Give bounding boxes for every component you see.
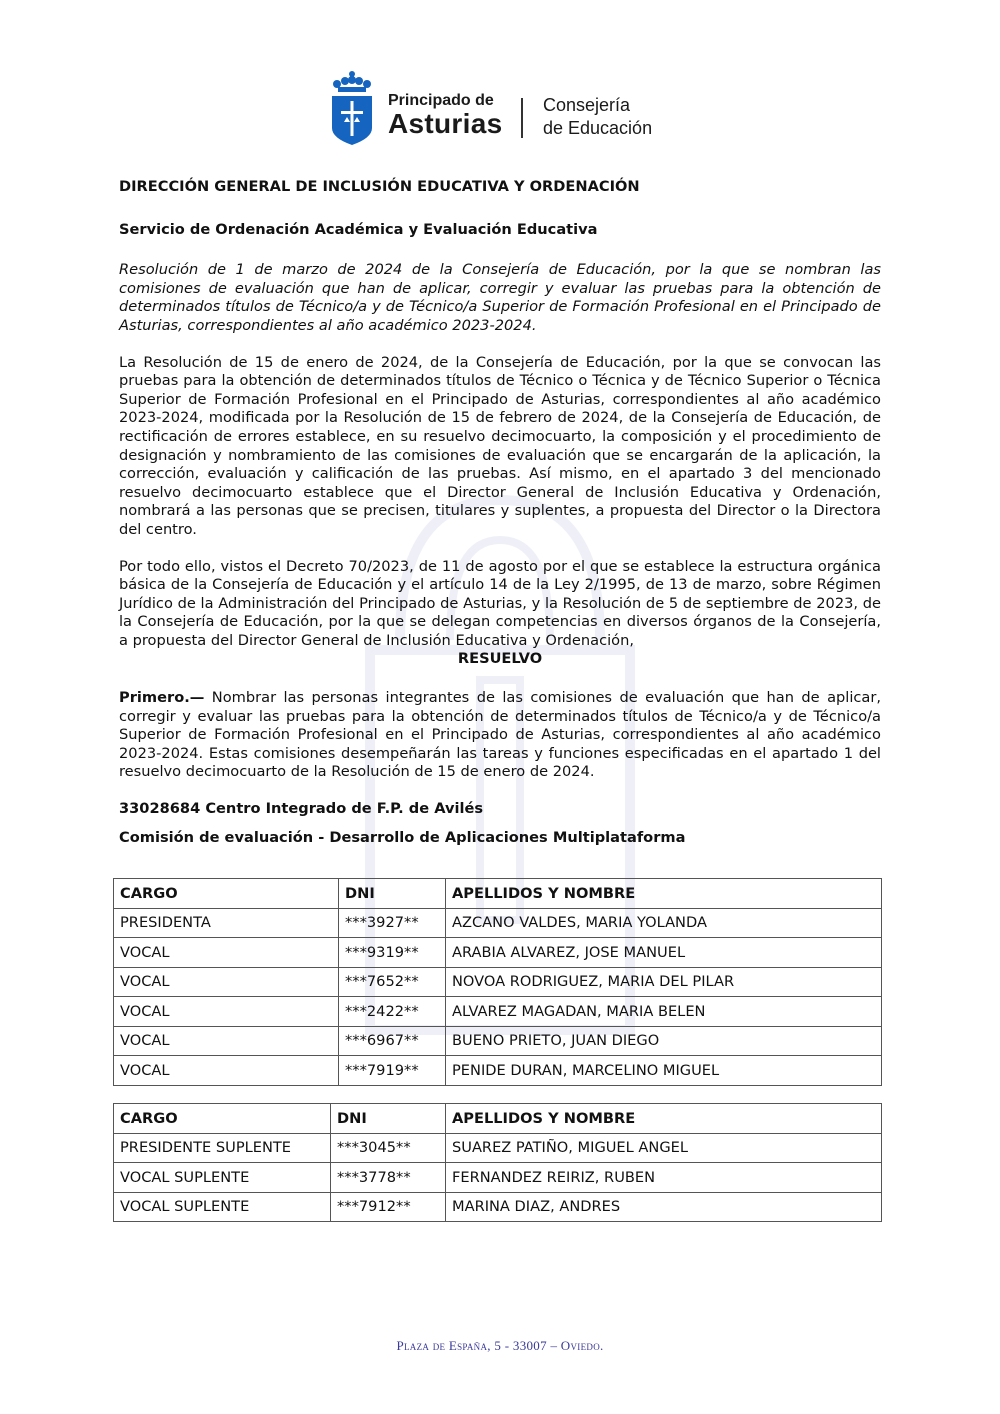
header-nombre: APELLIDOS Y NOMBRE [446, 879, 882, 909]
cell-dni: ***3778** [331, 1163, 446, 1193]
table-row [114, 997, 882, 1027]
dept-line2: de Educación [543, 118, 653, 138]
cell-nombre: SUAREZ PATIÑO, MIGUEL ANGEL [446, 1133, 882, 1163]
cell-cargo: VOCAL [114, 1056, 339, 1086]
cell-dni: ***3045** [331, 1133, 446, 1163]
heading-servicio: Servicio de Ordenación Académica y Evaluación Educativa [119, 220, 598, 238]
cell-dni: ***7912** [331, 1192, 446, 1222]
table-row [114, 967, 882, 997]
primero-text: Nombrar las personas integrantes de las comisiones de evaluación que han de aplicar, corregir y evaluar las pruebas para la obtención de determinados títulos de Técnico/a y de Técnico/a Superior de Formación Profesional en el Principado de Asturias, correspondientes al año académico 2023-2024. Estas comisiones desempeñarán las tareas y funciones especificadas en el apartado 1 del resuelvo decimocuarto de la Resolución de 15 de enero de 2024. [119, 689, 881, 781]
dept-line1: Consejería [543, 95, 631, 115]
header-nombre: APELLIDOS Y NOMBRE [446, 1104, 882, 1134]
table-row [114, 908, 882, 938]
document-body [119, 178, 881, 847]
cell-cargo: VOCAL SUPLENTE [114, 1192, 331, 1222]
asturias-coat-of-arms-icon [330, 70, 374, 146]
cell-dni: ***9319** [339, 938, 446, 968]
table-row [114, 1026, 882, 1056]
paragraph-primero [119, 689, 881, 782]
header-dni: DNI [331, 1104, 446, 1134]
cell-cargo: PRESIDENTA [114, 908, 339, 938]
titulares-table [113, 878, 882, 1086]
header-dni: DNI [339, 879, 446, 909]
heading-direccion-general: DIRECCIÓN GENERAL DE INCLUSIÓN EDUCATIVA Y ORDENACIÓN [119, 178, 640, 195]
paragraph-background: La Resolución de 15 de enero de 2024, de la Consejería de Educación, por la que se convocan las pruebas para la obtención de determinados títulos de Técnico o Técnica y de Técnico Superior o Técnica Superior de Formación Profesional en el Principado de Asturias, correspondientes al año académico 2023-2024, modificada por la Resolución de 15 de febrero de 2024, de la Consejería de Educación, de rectificación de errores establece, en su resuelvo decimocuarto, la composición y el procedimiento de designación y nombramiento de las comisiones de evaluación que se encargarán de la aplicación, la corrección, evaluación y calificación de las pruebas. Así mismo, en el apartado 3 del mencionado resuelvo decimocuarto establece que el Director General de Inclusión Educativa y Ordenación, nombrará a las personas que se precisen, titulares y suplentes, a propuesta del Director o la Directora del centro. [119, 353, 881, 538]
header-logo [330, 70, 690, 150]
cell-nombre: AZCANO VALDES, MARIA YOLANDA [446, 908, 882, 938]
cell-cargo: VOCAL [114, 997, 339, 1027]
cell-cargo: PRESIDENTE SUPLENTE [114, 1133, 331, 1163]
primero-label: Primero.— [119, 689, 205, 707]
table-row [114, 938, 882, 968]
table-row [114, 1192, 882, 1222]
table-header-row [114, 1104, 882, 1134]
resuelvo-heading: RESUELVO [457, 650, 543, 668]
cell-nombre: ALVAREZ MAGADAN, MARIA BELEN [446, 997, 882, 1027]
paragraph-legal-basis: Por todo ello, vistos el Decreto 70/2023, de 11 de agosto por el que se establece la estructura orgánica básica de la Consejería de Educación y el artículo 14 de la Ley 2/1995, de 13 de marzo, sobre Régimen Jurídico de la Administración del Principado de Asturias, y la Resolución de 5 de septiembre de 2023, de la Consejería de Educación, por la que se delegan competencias en diversos órganos de la Consejería, a propuesta del Director General de Inclusión Educativa y Ordenación, [119, 557, 881, 649]
cell-nombre: FERNANDEZ REIRIZ, RUBEN [446, 1163, 882, 1193]
cell-nombre: BUENO PRIETO, JUAN DIEGO [446, 1026, 882, 1056]
table-row [114, 1056, 882, 1086]
cell-dni: ***7652** [339, 967, 446, 997]
cell-cargo: VOCAL [114, 1026, 339, 1056]
brand-line1: Principado de [388, 92, 494, 109]
cell-cargo: VOCAL [114, 938, 339, 968]
table-row [114, 1163, 882, 1193]
cell-nombre: PENIDE DURAN, MARCELINO MIGUEL [446, 1056, 882, 1086]
footer-address: Plaza de España, 5 - 33007 – Oviedo. [396, 1338, 604, 1353]
comision-heading: Comisión de evaluación - Desarrollo de Aplicaciones Multiplataforma [119, 828, 686, 846]
resolution-title: Resolución de 1 de marzo de 2024 de la Consejería de Educación, por la que se nombran las comisiones de evaluación que han de aplicar, corregir y evaluar las pruebas para la obtención de determinados títulos de Técnico/a y de Técnico/a Superior de Formación Profesional en el Principado de Asturias, correspondientes al año académico 2023-2024. [119, 261, 881, 334]
header-cargo: CARGO [114, 1104, 331, 1134]
brand-line2: Asturias [388, 108, 503, 139]
cell-nombre: MARINA DIAZ, ANDRES [446, 1192, 882, 1222]
header-cargo: CARGO [114, 879, 339, 909]
cell-cargo: VOCAL [114, 967, 339, 997]
cell-nombre: ARABIA ALVAREZ, JOSE MANUEL [446, 938, 882, 968]
centro-heading: 33028684 Centro Integrado de F.P. de Avilés [119, 800, 484, 818]
cell-nombre: NOVOA RODRIGUEZ, MARIA DEL PILAR [446, 967, 882, 997]
cell-dni: ***6967** [339, 1026, 446, 1056]
table-row [114, 1133, 882, 1163]
table-header-row [114, 879, 882, 909]
cell-dni: ***2422** [339, 997, 446, 1027]
cell-cargo: VOCAL SUPLENTE [114, 1163, 331, 1193]
cell-dni: ***3927** [339, 908, 446, 938]
suplentes-table [113, 1103, 882, 1222]
cell-dni: ***7919** [339, 1056, 446, 1086]
header-divider [521, 98, 523, 138]
